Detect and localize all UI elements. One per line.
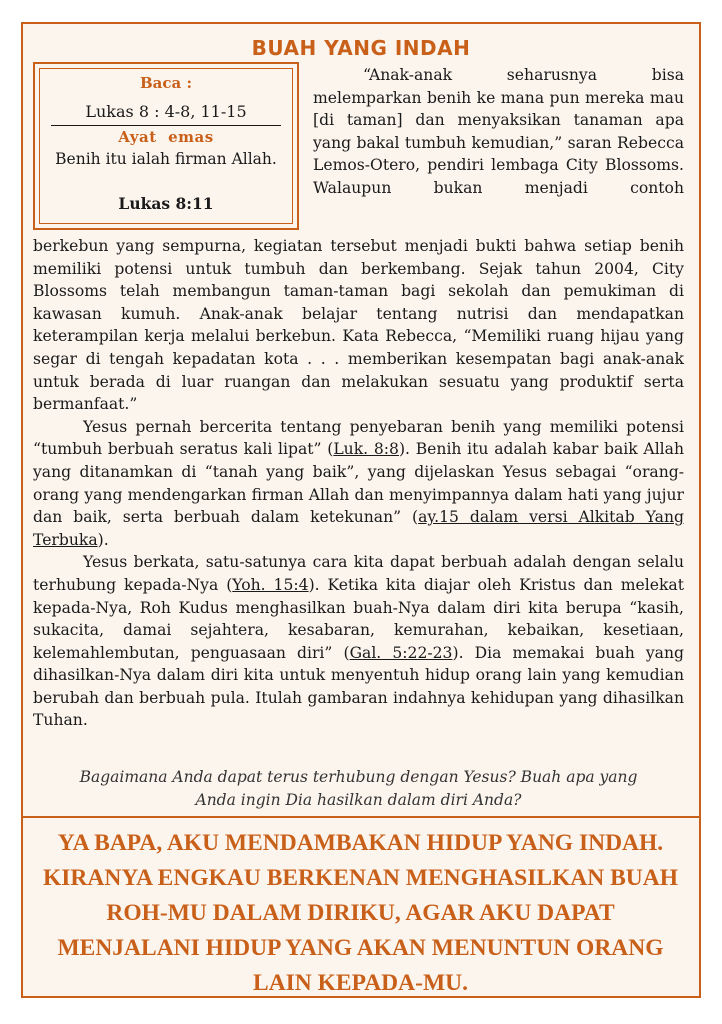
reading-reference: Lukas 8 : 4-8, 11-15: [85, 102, 247, 121]
article-body: [33, 235, 684, 732]
paragraph-1: berkebun yang sempurna, kegiatan tersebut menjadi bukti bahwa setiap benih memiliki potensi untuk tumbuh dan berkembang. Sejak tahun 2004, City Blossoms telah membangun taman-taman bagi sekolah dan pemukiman di kawasan kumuh. Anak-anak belajar tentang nutrisi dan mendapatkan keterampilan kerja melalui berkebun. Kata Rebecca, “Memiliki ruang hijau yang segar di tengah kepadatan kota . . . memberikan kesempatan bagi anak-anak untuk berada di luar ruangan dan melakukan sesuatu yang produktif serta bermanfaat.”: [33, 237, 684, 414]
golden-verse-label: Ayat emas: [118, 128, 214, 146]
intro-column: [313, 64, 684, 200]
scripture-link-gal-5-22[interactable]: Gal. 5:22-23: [349, 643, 453, 662]
scripture-link-yoh-15-4[interactable]: Yoh. 15:4: [232, 575, 309, 594]
intro-paragraph: “Anak-anak seharusnya bisa melemparkan benih ke mana pun mereka mau [di taman] dan menyaksikan tanaman apa yang bakal tumbuh kemudian,” saran Rebecca Lemos-Otero, pendiri lembaga City Blossoms. Walaupun bukan menjadi contoh: [313, 66, 684, 197]
paragraph-2-text-c: ).: [97, 530, 109, 549]
prayer-divider: [21, 816, 701, 818]
reflection-question-line-1: Bagaimana Anda dapat terus terhubung dengan Yesus? Buah apa yang: [79, 768, 638, 786]
paragraph-2-text-a: Yesus pernah bercerita tentang penyebaran benih yang memiliki potensi “tumbuh berbuah seratus kali lipat” (: [33, 417, 684, 459]
golden-verse-reference: Lukas 8:11: [118, 194, 214, 213]
prayer-text: YA BAPA, AKU MENDAMBAKAN HIDUP YANG INDAH. KIRANYA ENGKAU BERKENAN MENGHASILKAN BUAH ROH-MU DALAM DIRIKU, AGAR AKU DAPAT MENJALANI HIDUP YANG AKAN MENUNTUN ORANG LAIN KEPADA-MU.: [42, 830, 679, 996]
paragraph-3-text-c: ). Dia memakai buah yang dihasilkan-Nya dalam diri kita untuk menyentuh hidup orang lain yang kemudian berubah dan berbuah pula. Itulah gambaran indahnya kehidupan yang dihasilkan Tuhan.: [33, 643, 684, 730]
reflection-question: [33, 766, 684, 812]
reading-divider: [51, 125, 281, 126]
reading-label: Baca :: [139, 74, 192, 92]
golden-verse-text: Benih itu ialah firman Allah.: [55, 150, 277, 168]
scripture-link-luk-8-8[interactable]: Luk. 8:8: [333, 440, 399, 459]
reflection-question-line-2: Anda ingin Dia hasilkan dalam diri Anda?: [195, 791, 522, 809]
paragraph-3-text-b: ). Ketika kita diajar oleh Kristus dan melekat kepada-Nya, Roh Kudus menghasilkan buah-Nya dalam diri kita berupa “kasih, sukacita, damai sejahtera, kesabaran, kemurahan, kebaikan, kesetiaan, kelemahlembutan, penguasaan diri” (: [33, 575, 684, 662]
paragraph-2: [33, 416, 684, 552]
paragraph-2-text-b: ). Benih itu adalah kabar baik Allah yang ditanamkan di “tanah yang baik”, yang dijelaskan Yesus sebagai “orang-orang yang mendengarkan firman Allah dan menyimpannya dalam hati yang jujur dan baik, serta berbuah dalam ketekunan” (: [33, 440, 685, 527]
paragraph-3-text-a: Yesus berkata, satu-satunya cara kita dapat berbuah adalah dengan selalu terhubung kepada-Nya (: [33, 553, 684, 594]
page-title: BUAH YANG INDAH: [251, 36, 471, 60]
scripture-link-ay-15[interactable]: ay.15 dalam versi Alkitab Yang Terbuka: [33, 508, 684, 549]
reading-box: [33, 62, 299, 230]
paragraph-3: [33, 551, 684, 732]
